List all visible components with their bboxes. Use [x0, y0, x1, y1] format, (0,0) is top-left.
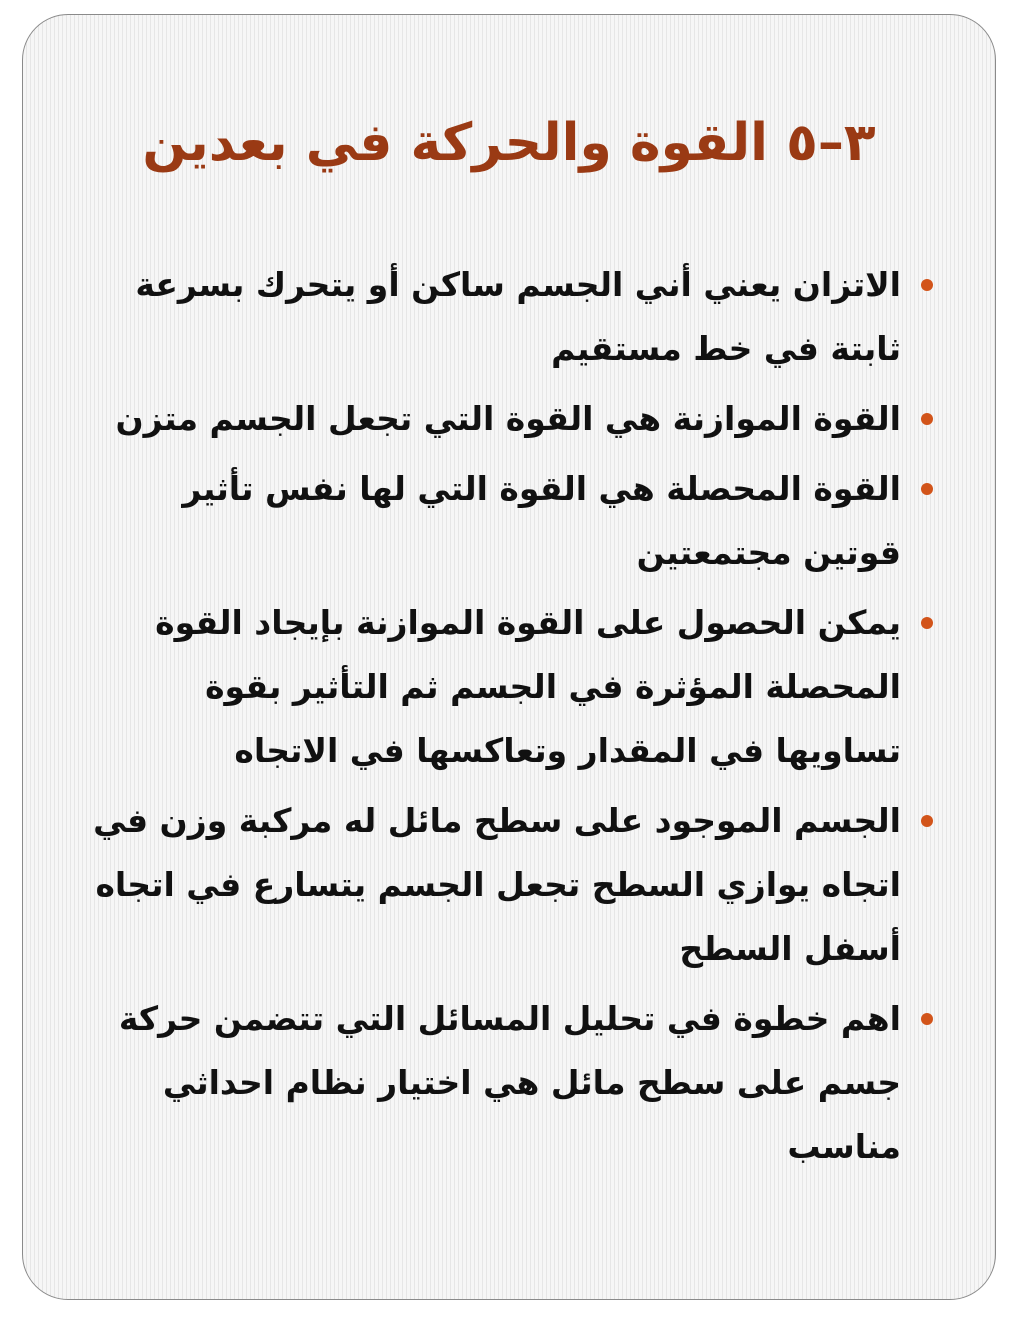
- bullet-text: يمكن الحصول على القوة الموازنة بإيجاد القوة المحصلة المؤثرة في الجسم ثم التأثير بقوة تساويها في المقدار وتعاكسها في الاتجاه: [155, 603, 901, 770]
- bullet-list: [83, 253, 925, 1185]
- slide: [22, 14, 996, 1300]
- bullet-dot-icon: [921, 413, 933, 425]
- bullet-text: القوة المحصلة هي القوة التي لها نفس تأثير قوتين مجتمعتين: [182, 469, 901, 572]
- bullet-item: [83, 789, 925, 981]
- slide-title: ٣–٥ القوة والحركة في بعدين: [142, 113, 876, 173]
- bullet-dot-icon: [921, 815, 933, 827]
- bullet-dot-icon: [921, 617, 933, 629]
- bullet-item: [83, 253, 925, 381]
- bullet-item: [83, 387, 925, 451]
- bullet-item: [83, 987, 925, 1179]
- bullet-text: اهم خطوة في تحليل المسائل التي تتضمن حركة جسم على سطح مائل هي اختيار نظام احداثي مناسب: [118, 999, 901, 1166]
- bullet-text: الاتزان يعني أني الجسم ساكن أو يتحرك بسرعة ثابتة في خط مستقيم: [135, 265, 901, 368]
- bullet-item: [83, 457, 925, 585]
- bullet-dot-icon: [921, 279, 933, 291]
- bullet-text: القوة الموازنة هي القوة التي تجعل الجسم متزن: [115, 399, 901, 438]
- bullet-item: [83, 591, 925, 783]
- bullet-dot-icon: [921, 483, 933, 495]
- bullet-text: الجسم الموجود على سطح مائل له مركبة وزن في اتجاه يوازي السطح تجعل الجسم يتسارع في اتجاه أسفل السطح: [93, 801, 901, 968]
- bullet-dot-icon: [921, 1013, 933, 1025]
